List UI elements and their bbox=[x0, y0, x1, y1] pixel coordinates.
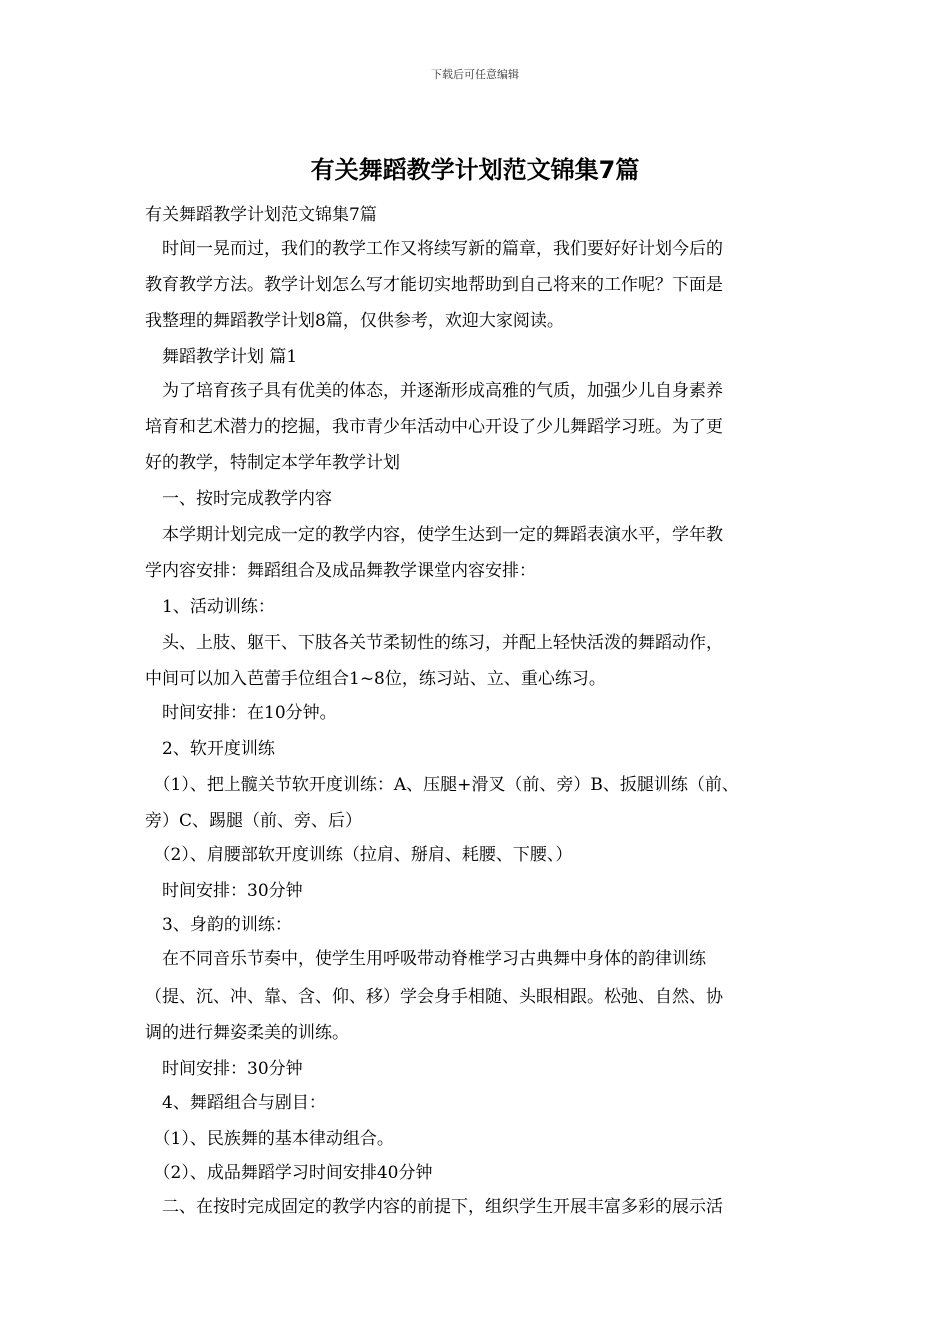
text-line: （2）、成品舞蹈学习时间安排40分钟 bbox=[145, 1163, 433, 1183]
text-line: 教育教学方法。教学计划怎么写才能切实地帮助到自己将来的工作呢？下面是 bbox=[145, 275, 723, 295]
text-line: 中间可以加入芭蕾手位组合1~8位，练习站、立、重心练习。 bbox=[145, 669, 606, 689]
text-line: 旁）C、踢腿（前、旁、后） bbox=[145, 811, 363, 831]
text-line: 在不同音乐节奏中，使学生用呼吸带动脊椎学习古典舞中身体的韵律训练 bbox=[145, 949, 706, 969]
text-line: 我整理的舞蹈教学计划8篇，仅供参考，欢迎大家阅读。 bbox=[145, 311, 564, 331]
text-line: 学内容安排：舞蹈组合及成品舞教学课堂内容安排： bbox=[145, 561, 536, 581]
text-line: 头、上肢、躯干、下肢各关节柔韧性的练习，并配上轻快活泼的舞蹈动作， bbox=[145, 633, 723, 653]
text-line: 有关舞蹈教学计划范文锦集7篇 bbox=[145, 205, 377, 225]
document-title: 有关舞蹈教学计划范文锦集7篇 bbox=[310, 156, 640, 184]
text-line: 时间安排：30分钟 bbox=[145, 1059, 303, 1079]
header-note: 下载后可任意编辑 bbox=[431, 68, 519, 81]
text-line: 时间安排：在10分钟。 bbox=[145, 703, 337, 723]
text-line: 一、按时完成教学内容 bbox=[145, 489, 332, 509]
text-line: 调的进行舞姿柔美的训练。 bbox=[145, 1023, 349, 1043]
text-line: 时间安排：30分钟 bbox=[145, 881, 303, 901]
text-line: （2）、肩腰部软开度训练（拉肩、掰肩、耗腰、下腰、） bbox=[145, 845, 573, 865]
text-line: 好的教学，特制定本学年教学计划 bbox=[145, 453, 400, 473]
text-line: 1、活动训练： bbox=[145, 597, 275, 617]
text-line: （1）、民族舞的基本律动组合。 bbox=[145, 1129, 394, 1149]
text-line: 本学期计划完成一定的教学内容，使学生达到一定的舞蹈表演水平，学年教 bbox=[145, 525, 723, 545]
text-line: 3、身韵的训练： bbox=[145, 915, 292, 935]
text-line: 舞蹈教学计划 篇1 bbox=[145, 347, 298, 367]
text-line: （1）、把上髋关节软开度训练：A、压腿+滑叉（前、旁）B、扳腿训练（前、 bbox=[145, 775, 739, 795]
text-line: 培育和艺术潜力的挖掘，我市青少年活动中心开设了少儿舞蹈学习班。为了更 bbox=[145, 417, 723, 437]
text-line: 二、在按时完成固定的教学内容的前提下，组织学生开展丰富多彩的展示活 bbox=[145, 1197, 723, 1217]
text-line: （提、沉、冲、靠、含、仰、移）学会身手相随、头眼相跟。松弛、自然、协 bbox=[145, 987, 723, 1007]
text-line: 4、舞蹈组合与剧目： bbox=[145, 1093, 326, 1113]
text-line: 时间一晃而过，我们的教学工作又将续写新的篇章，我们要好好计划今后的 bbox=[145, 239, 723, 259]
text-line: 2、软开度训练 bbox=[145, 739, 275, 759]
text-line: 为了培育孩子具有优美的体态，并逐渐形成高雅的气质，加强少儿自身素养 bbox=[145, 381, 723, 401]
